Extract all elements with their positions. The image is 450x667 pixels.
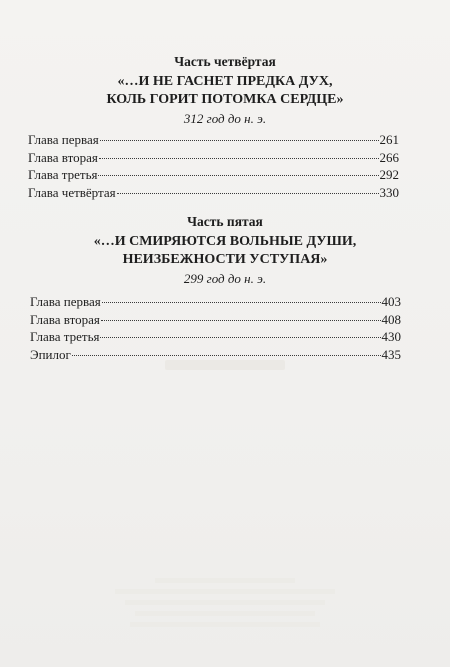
toc-page-number: 292 xyxy=(379,167,399,182)
toc-entry[interactable] xyxy=(30,328,401,346)
part-four-epigraph-line-1: «…И НЕ ГАСНЕТ ПРЕДКА ДУХ, xyxy=(117,74,333,89)
toc-entry[interactable] xyxy=(28,184,399,202)
toc-page-number: 261 xyxy=(379,132,399,147)
dot-leader xyxy=(99,157,379,159)
toc-chapter-label: Глава вторая xyxy=(30,311,100,327)
toc-entry[interactable] xyxy=(30,346,401,364)
part-four-title: Часть четвёртая xyxy=(174,54,276,69)
toc-entry[interactable] xyxy=(28,149,399,167)
dot-leader xyxy=(100,139,379,141)
part-four-toc xyxy=(28,131,399,201)
toc-page-number: 403 xyxy=(381,294,401,309)
part-four-epigraph-line-2: КОЛЬ ГОРИТ ПОТОМКА СЕРДЦЕ» xyxy=(106,92,344,107)
part-five-epigraph-line-1: «…И СМИРЯЮТСЯ ВОЛЬНЫЕ ДУШИ, xyxy=(93,234,357,249)
dot-leader xyxy=(102,301,381,303)
toc-chapter-label: Глава первая xyxy=(30,294,101,309)
toc-chapter-label: Глава третья xyxy=(28,167,98,182)
toc-chapter-label: Эпилог xyxy=(30,346,71,362)
dot-leader xyxy=(72,354,381,356)
toc-page-number: 408 xyxy=(381,311,401,327)
dot-leader xyxy=(117,192,379,194)
toc-entry[interactable] xyxy=(30,293,401,311)
toc-chapter-label: Глава первая xyxy=(28,132,99,147)
part-five-heading xyxy=(0,214,450,287)
dot-leader xyxy=(100,336,380,338)
toc-page-number: 266 xyxy=(379,149,399,165)
part-four-heading xyxy=(0,54,450,127)
toc-entry[interactable] xyxy=(28,131,399,149)
toc-chapter-label: Глава четвёртая xyxy=(28,184,116,200)
part-five-toc xyxy=(30,293,401,363)
part-five-title: Часть пятая xyxy=(187,214,263,229)
toc-chapter-label: Глава вторая xyxy=(28,149,98,165)
toc-page-number: 330 xyxy=(379,184,399,200)
toc-entry[interactable] xyxy=(28,166,399,184)
part-four-date: 312 год до н. э. xyxy=(183,111,267,126)
toc-chapter-label: Глава третья xyxy=(30,329,100,344)
toc-entry[interactable] xyxy=(30,311,401,329)
part-five-epigraph-line-2: НЕИЗБЕЖНОСТИ УСТУПАЯ» xyxy=(122,252,328,267)
dot-leader xyxy=(101,319,381,321)
part-five-date: 299 год до н. э. xyxy=(183,271,267,286)
toc-page-number: 435 xyxy=(381,346,401,362)
dot-leader xyxy=(98,174,378,176)
toc-page-number: 430 xyxy=(381,329,401,344)
show-through-bleed-lower xyxy=(0,578,450,627)
